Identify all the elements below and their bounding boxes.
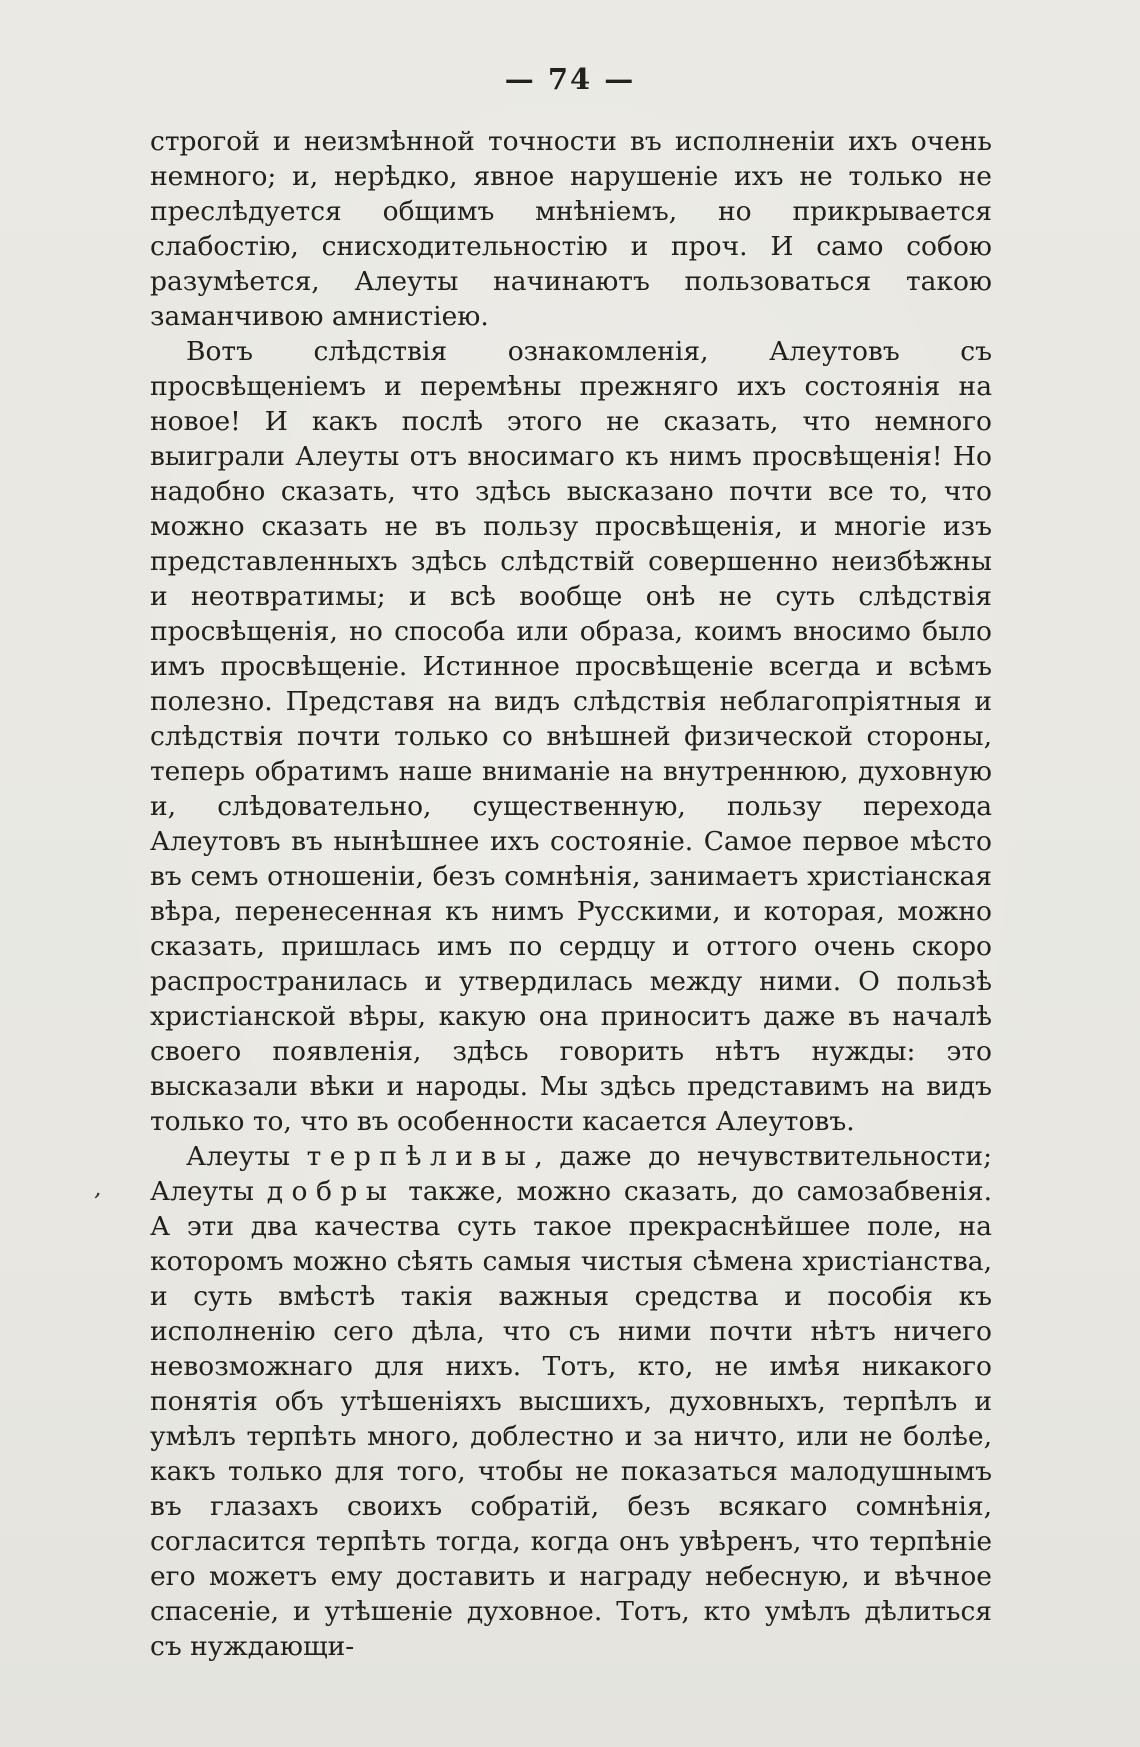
- text-segment: также, можно сказать, до самозабвенія. А эти два качества суть такое прекраснѣйшее поле, на которомъ можно сѣять самыя чистыя сѣмена христіанства, и суть вмѣстѣ такія важныя средства и пособія къ исполненію сего дѣла, что съ ними почти нѣтъ ничего невозможнаго для нихъ. Тотъ, кто, не имѣя никакого понятія объ утѣшеніяхъ высшихъ, духовныхъ, терпѣлъ и умѣлъ терпѣть много, доблестно и за ничто, или не болѣе, какъ только для того, чтобы не показаться малодушнымъ въ глазахъ своихъ собратій, безъ всякаго сомнѣнія, согласится терпѣть тогда, когда онъ увѣренъ, что терпѣніе его можетъ ему доставить и награду небесную, и вѣчное спасеніе, и утѣшеніе духовное. Тотъ, кто умѣлъ дѣлиться съ нуждающи-: [150, 1176, 993, 1662]
- text-segment: Вотъ слѣдствія ознакомленія, Алеутовъ съ просвѣщеніемъ и перемѣны прежняго ихъ состоянія на новое! И какъ послѣ этого не сказать, что немного выиграли Алеуты отъ вносимаго къ нимъ просвѣщенія! Но надобно сказать, что здѣсь высказано почти все то, что можно сказать не въ пользу просвѣщенія, и многіе изъ представленныхъ здѣсь слѣдствій совершенно неизбѣжны и неотвратимы; и всѣ вообще онѣ не суть слѣдствія просвѣщенія, но способа или образа, коимъ вносимо было имъ просвѣщеніе. Истинное просвѣщеніе всегда и всѣмъ полезно. Представя на видъ слѣдствія неблагопріятныя и слѣдствія почти только со внѣшней физической стороны, теперь обратимъ наше вниманіе на внутреннюю, духовную и, слѣдовательно, существенную, пользу перехода Алеутовъ въ нынѣшнее ихъ состояніе. Самое первое мѣсто въ семъ отношеніи, безъ сомнѣнія, занимаетъ христіанская вѣра, перенесенная къ нимъ Русскими, и которая, можно сказать, пришлась имъ по сердцу и оттого очень скоро распространилась и утвердилась между ними. О пользѣ христіанской вѣры, какую она приноситъ даже въ началѣ своего появленія, здѣсь говорить нѣтъ нужды: это высказали вѣки и народы. Мы здѣсь представимъ на видъ только то, что въ особенности касается Алеутовъ.: [150, 336, 992, 1137]
- emphasized-text-segment: добры: [266, 1176, 396, 1207]
- text-segment: , даже до нечувствительности; Алеуты: [150, 1141, 992, 1207]
- body-text: [150, 124, 992, 1664]
- page-number: — 74 —: [504, 62, 636, 96]
- paragraph: [150, 124, 992, 334]
- margin-ink-mark: ’: [89, 1187, 103, 1217]
- text-segment: Алеуты: [186, 1141, 307, 1172]
- text-segment: строгой и неизмѣнной точности въ исполненіи ихъ очень немного; и, нерѣдко, явное нарушеніе ихъ не только не преслѣдуется общимъ мнѣніемъ, но прикрывается слабостію, снисходительностію и проч. И само собою разумѣется, Алеуты начинаютъ пользоваться такою заманчивою амнистіею.: [150, 126, 992, 332]
- emphasized-text-segment: терпѣливы: [306, 1141, 535, 1172]
- paragraph: [150, 1139, 992, 1664]
- paragraph: [150, 334, 992, 1139]
